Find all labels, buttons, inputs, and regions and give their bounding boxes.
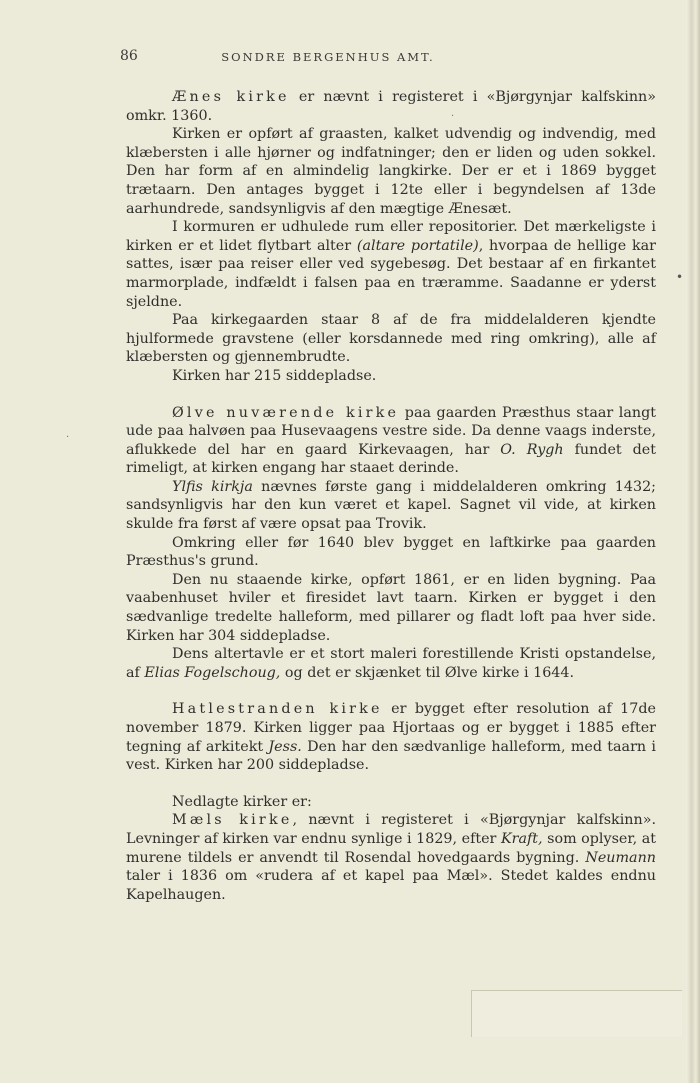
paragraph-altarpiece xyxy=(126,645,656,682)
paragraph-text: I kormuren er udhulede rum eller repositorier. Det mærkeligste i kirken er et lidet flytbart alter xyxy=(126,219,656,254)
paragraph-gravestones: Paa kirkegaarden staar 8 af de fra middelalderen kjendte hjulformede gravstene (eller korsdannede med ring omkring), alle af klæbersten og gjennembrudte. xyxy=(126,312,656,366)
paragraph-current-church: Den nu staaende kirke, opført 1861, er en liden bygning. Paa vaabenhuset hviler et firesidet lavt taarn. Kirken er bygget i den sædvanlige tredelte halleform, med pillarer og fladt loft paa hver side. Kirken har 304 siddepladse. xyxy=(126,571,656,644)
body-text xyxy=(126,88,656,904)
church-name-aenes: Ænes kirke xyxy=(172,89,290,105)
paper-slip xyxy=(471,990,682,1037)
paragraph-seats-aenes: Kirken har 215 siddepladse. xyxy=(172,367,377,384)
paragraph-aenes xyxy=(126,88,656,125)
paragraph-laftkirke: Omkring eller før 1640 blev bygget en laftkirke paa gaarden Præsthus's grund. xyxy=(126,534,656,570)
paragraph-olve xyxy=(126,404,656,478)
paragraph-text: nævnes første gang i middelalderen omkring 1432; sandsynligvis har den kun været et kapel. Sagnet vil vide, at kirken skulde fra først af være opsat paa Trovik. xyxy=(126,478,656,533)
paragraph-text: , nævnt i registeret i «Bjørgynjar kalfskinn». Levninger af kirken var endnu synlige i 1829, efter xyxy=(126,812,656,847)
paragraph-maels xyxy=(126,811,656,904)
paragraph-text: er nævnt i registeret i «Bjørgynjar kalfskinn» omkr. 1360. xyxy=(126,89,656,124)
page-edge xyxy=(686,0,700,1083)
latin-term: (altare portatile) xyxy=(356,237,479,254)
paragraph-altar xyxy=(126,218,656,311)
author-kraft: Kraft, xyxy=(500,830,543,847)
paragraph-text: Den har den sædvanlige halleform, med taarn i vest. Kirken har 200 siddepladse. xyxy=(126,738,656,774)
heading-closed-churches: Nedlagte kirker er: xyxy=(172,793,312,810)
paragraph-hatlestranden xyxy=(126,700,656,774)
church-name-olve: Ølve nuværende kirke xyxy=(172,404,400,421)
paragraph-text: er bygget efter resolution af 17de november 1879. Kirken ligger paa Hjortaas og er bygget i 1885 efter tegning af arkitekt xyxy=(126,701,656,755)
paragraph-text: som oplyser, at murene tildels er anvendt til Rosendal hovedgaards bygning. xyxy=(126,830,657,866)
artist-name: Elias Fogelschoug, xyxy=(144,664,281,681)
page-number: 86 xyxy=(120,48,138,64)
running-title: SONDRE BERGENHUS AMT. xyxy=(221,50,435,64)
church-name-hatlestranden: Hatlestranden kirke xyxy=(172,701,383,718)
architect-name: Jess. xyxy=(268,738,302,755)
paragraph-text: og det er skjænket til Ølve kirke i 1644. xyxy=(280,664,575,681)
page-header xyxy=(0,40,686,70)
paragraph-text: taler i 1836 om «rudera af et kapel paa Mæl». Stedet kaldes endnu Kapelhaugen. xyxy=(126,868,656,903)
author-rygh: O. Rygh xyxy=(500,441,564,458)
church-name-maels: Mæls kirke xyxy=(172,812,293,829)
speck-mark: · xyxy=(451,111,455,122)
margin-mark: • xyxy=(676,270,684,284)
paragraph-text: , hvorpaa de hellige kar sattes, især paa reiser eller ved sygebesøg. Det bestaar af en firkantet marmorplade, indfældt i falsen paa en træramme. Saadanne er yderst sjeldne. xyxy=(126,237,656,310)
paragraph-text: fundet det rimeligt, at kirken engang har staaet derinde. xyxy=(126,441,656,477)
paragraph-construction: Kirken er opført af graasten, kalket udvendig og indvendig, med klæbersten i alle hjørner og indfatninger; den er liden og uden sokkel. Den har form af en almindelig langkirke. Der er et i 1869 bygget trætaarn. Den antages bygget i 12te eller i begyndelsen af 13de aarhundrede, sandsynligvis af den mægtige Ænesæt. xyxy=(126,126,656,217)
paragraph-text: Dens altertavle er et stort maleri forestillende Kristi opstandelse, af xyxy=(126,646,656,681)
margin-dot: · xyxy=(66,432,70,443)
paragraph-text: paa gaarden Præsthus staar langt ude paa halvøen paa Husevaagens vestre side. Da denne vaags inderste, aflukkede del har en gaard Kirkevaagen, har xyxy=(126,404,656,458)
author-neumann: Neumann xyxy=(585,849,656,866)
church-name-ylfis: Ylfis kirkja xyxy=(172,478,253,495)
paragraph-ylfis xyxy=(126,478,656,534)
